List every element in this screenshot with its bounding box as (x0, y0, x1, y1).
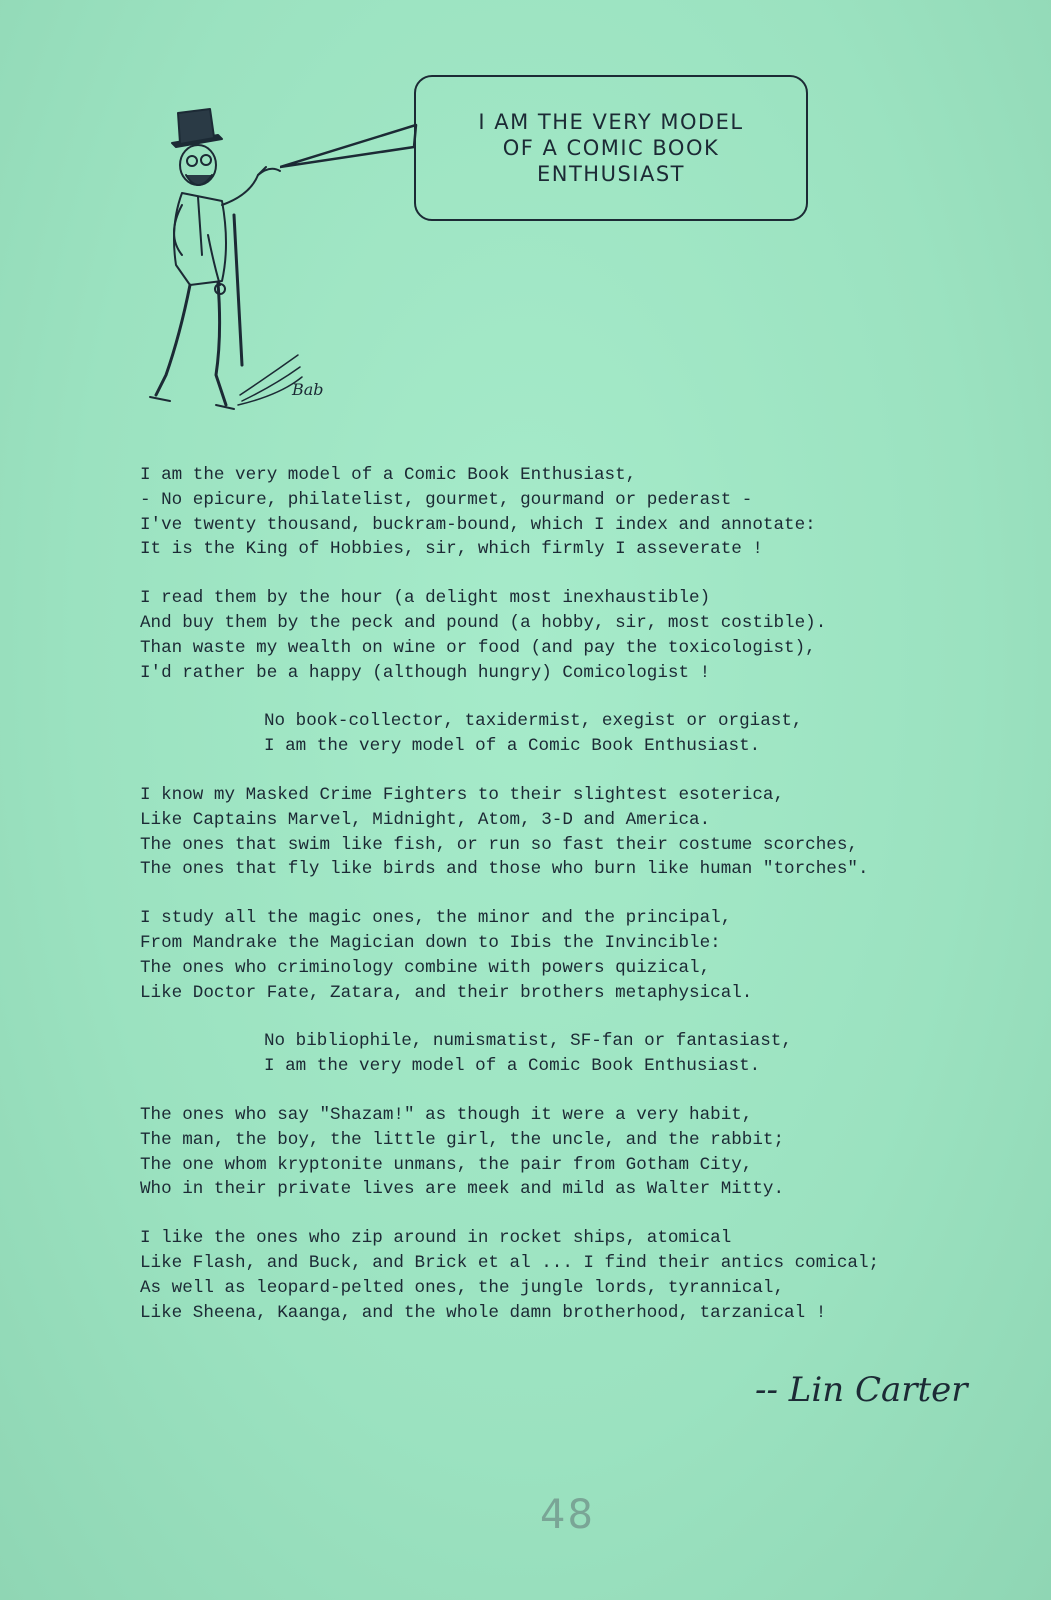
poem-line: No bibliophile, numismatist, SF-fan or fantasiast, (264, 1031, 792, 1052)
poem-line: As well as leopard-pelted ones, the jungle lords, tyrannical, (140, 1277, 785, 1298)
poem-line: Like Sheena, Kaanga, and the whole damn brotherhood, tarzanical ! (140, 1302, 827, 1323)
poem-line: I read them by the hour (a delight most inexhaustible) (140, 588, 711, 609)
author-signature: -- Lin Carter (755, 1370, 968, 1410)
poem-line: The ones that fly like birds and those who burn like human "torches". (140, 859, 869, 880)
poem-line: I am the very model of a Comic Book Enthusiast. (264, 736, 761, 757)
artist-signature: Bab (292, 380, 324, 399)
poem-line: - No epicure, philatelist, gourmet, gourmand or pederast - (140, 489, 753, 510)
page-number: 48 (540, 1492, 595, 1538)
poem-line: I know my Masked Crime Fighters to their slightest esoterica, (140, 784, 785, 805)
poem-line: I like the ones who zip around in rocket ships, atomical (140, 1228, 732, 1249)
poem-line: I am the very model of a Comic Book Enthusiast. (264, 1056, 761, 1077)
poem-line: Like Captains Marvel, Midnight, Atom, 3-D and America. (140, 809, 711, 830)
poem-line: The ones that swim like fish, or run so fast their costume scorches, (140, 834, 858, 855)
refrain-stanza (140, 709, 1020, 759)
poem-line: Than waste my wealth on wine or food (and pay the toxicologist), (140, 637, 816, 658)
poem-line: I study all the magic ones, the minor and the principal, (140, 908, 732, 929)
poem-line: Like Flash, and Buck, and Brick et al ... I find their antics comical; (140, 1252, 880, 1273)
stanza (140, 586, 1020, 685)
poem-line: The man, the boy, the little girl, the uncle, and the rabbit; (140, 1129, 785, 1150)
stanza (140, 1226, 1020, 1325)
poem-line: No book-collector, taxidermist, exegist or orgiast, (264, 711, 803, 732)
poem-line: The one whom kryptonite unmans, the pair from Gotham City, (140, 1154, 753, 1175)
poem-line: I've twenty thousand, buckram-bound, which I index and annotate: (140, 514, 816, 535)
poem-line: Who in their private lives are meek and mild as Walter Mitty. (140, 1179, 785, 1200)
refrain-stanza (140, 1029, 1020, 1079)
poem-line: The ones who criminology combine with powers quizical, (140, 957, 711, 978)
poem (140, 463, 1020, 1349)
speech-bubble-text: I AM THE VERY MODEL OF A COMIC BOOK ENTHUSIAST (478, 110, 744, 186)
poem-line: Like Doctor Fate, Zatara, and their brothers metaphysical. (140, 982, 753, 1003)
poem-line: And buy them by the peck and pound (a hobby, sir, most costible). (140, 612, 827, 633)
speech-bubble-pointer (280, 115, 420, 175)
speech-bubble (414, 75, 808, 221)
stanza (140, 463, 1020, 562)
poem-line: From Mandrake the Magician down to Ibis the Invincible: (140, 932, 721, 953)
poem-line: The ones who say "Shazam!" as though it were a very habit, (140, 1104, 753, 1125)
poem-line: I'd rather be a happy (although hungry) Comicologist ! (140, 662, 711, 683)
stanza (140, 906, 1020, 1005)
poem-line: It is the King of Hobbies, sir, which firmly I asseverate ! (140, 539, 763, 560)
stanza (140, 1103, 1020, 1202)
stanza (140, 783, 1020, 882)
poem-line: I am the very model of a Comic Book Enthusiast, (140, 465, 637, 485)
